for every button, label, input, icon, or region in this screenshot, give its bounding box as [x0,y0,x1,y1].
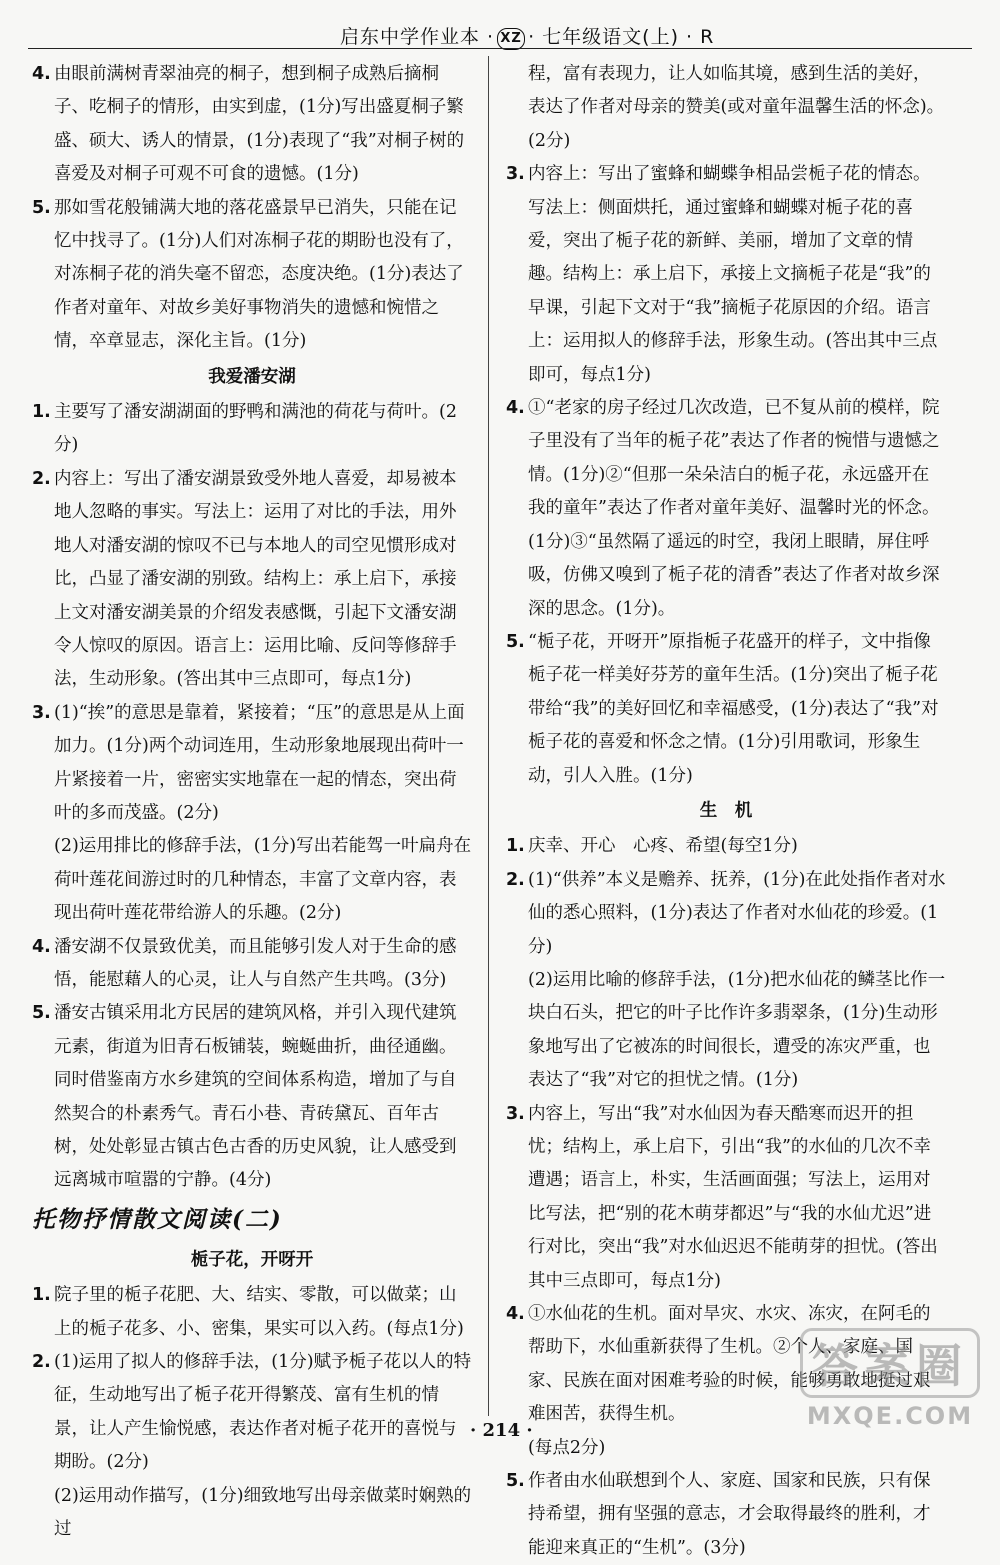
column-divider [488,56,489,1416]
item-text: ①水仙花的生机。面对旱灾、水灾、冻灾，在阿毛的帮助下，水仙重新获得了生机。②个人、家庭、国家、民族在面对困难考验的时候，能够勇敢地挺过艰难困苦，获得生机。 [528,1304,931,1425]
item-number: 5. [32,1003,51,1024]
answer-item [506,830,946,863]
answer-item [506,626,946,793]
page-header [0,16,1000,50]
answer-item [32,1346,472,1480]
answer-item [32,192,472,359]
answer-item [32,58,472,192]
answer-item [506,1465,946,1565]
section-title: 栀子花，开呀开 [190,1249,314,1270]
item-number: 3. [506,1103,525,1124]
section-title: 我爱潘安湖 [208,366,296,387]
item-text: 由眼前满树青翠油亮的桐子，想到桐子成熟后摘桐子、吃桐子的情形，由实到虚，(1分)写出盛夏桐子繁盛、硕大、诱人的情景，(1分)表现了“我”对桐子树的喜爱及对桐子可观不可食的遗憾。(1分) [54,64,465,185]
item-text: (1)“供养”本义是赡养、抚养，(1分)在此处指作者对水仙的悉心照料，(1分)表达了作者对水仙花的珍爱。(1分) [528,869,946,957]
answer-item [32,396,472,463]
item-number: 5. [506,1471,525,1492]
item-number: 3. [506,164,525,185]
item-number: 5. [32,197,51,218]
item-number: 2. [506,869,525,890]
item-number: 1. [32,402,51,423]
item-text: 内容上，写出“我”对水仙因为春天酷寒而迟开的担忧；结构上，承上启下，引出“我”的水仙的几次不幸遭遇；语言上，朴实，生活画面强；写法上，运用对比写法，把“别的花木萌芽都迟”与“我的水仙尤迟”进行对比，突出“我”对水仙迟迟不能萌芽的担忧。(答出其中三点即可，每点1分) [528,1103,938,1291]
answer-item [506,392,946,626]
answer-item [32,697,472,831]
item-text: (1)运用了拟人的修辞手法，(1分)赋予栀子花以人的特征，生动地写出了栀子花开得繁茂、富有生机的情景，让人产生愉悦感，表达作者对栀子花开的喜悦与期盼。(2分) [54,1352,472,1473]
item-text: 潘安古镇采用北方民居的建筑风格，并引入现代建筑元素，街道为旧青石板铺装，蜿蜒曲折，曲径通幽。同时借鉴南方水乡建筑的空间体系构造，增加了与自然契合的朴素秀气。青石小巷、青砖黛瓦、百年古树，处处彰显古镇古色古香的历史风貌，让人感受到远离城市喧嚣的宁静。(4分) [54,1003,457,1191]
header-title [340,22,714,50]
item-text: 主要写了潘安湖湖面的野鸭和满池的荷花与荷叶。(2分) [54,402,457,456]
chapter-title: 托物抒情散文阅读(二) [32,1205,283,1233]
answer-item [32,997,472,1197]
item-text: 那如雪花般铺满大地的落花盛景早已消失，只能在记忆中找寻了。(1分)人们对冻桐子花的期盼也没有了，对冻桐子花的消失毫不留恋，态度决绝。(1分)表达了作者对童年、对故乡美好事物消失的遗憾和惋惜之情，卒章显志，深化主旨。(1分) [54,197,464,352]
item-text: 庆幸、开心 心疼、希望(每空1分) [528,836,798,857]
watermark-logo [800,1328,980,1432]
item-number: 1. [506,836,525,857]
answer-continuation: 程，富有表现力，让人如临其境，感到生活的美好，表达了作者对母亲的赞美(或对童年温馨生活的怀念)。(2分) [528,64,945,151]
item-text: “栀子花，开呀开”原指栀子花盛开的样子，文中指像栀子花一样美好芬芳的童年生活。(1分)突出了栀子花带给“我”的美好回忆和幸福感受，(1分)表达了“我”对栀子花的喜爱和怀念之情。(1分)引用歌词，形象生动，引人入胜。(1分) [528,631,939,786]
answer-item [506,864,946,964]
item-number: 4. [32,936,51,957]
item-text: 内容上：写出了潘安湖景致受外地人喜爱，却易被本地人忽略的事实。写法上：运用了对比的手法，用外地人对潘安湖的惊叹不已与本地人的司空见惯形成对比，凸显了潘安湖的别致。结构上：承上启下，承接上文对潘安湖美景的介绍发表感慨，引起下文潘安湖令人惊叹的原因。语言上：运用比喻、反问等修辞手法，生动形象。(答出其中三点即可，每点1分) [54,468,457,690]
item-number: 4. [506,1304,525,1325]
item-number: 4. [32,64,51,84]
answer-subitem: (2)运用排比的修辞手法，(1分)写出若能驾一叶扁舟在荷叶莲花间游过时的几种情态，丰富了文章内容，表现出荷叶莲花带给游人的乐趣。(2分) [54,836,472,924]
item-number: 2. [32,468,51,489]
answer-item [32,1279,472,1346]
item-number: 4. [506,398,525,419]
item-text: 院子里的栀子花肥、大、结实、零散，可以做菜；山上的栀子花多、小、密集，果实可以入药。(每点1分) [54,1285,464,1339]
left-column [32,58,472,1546]
item-number: 1. [32,1285,51,1306]
item-text: (1)“挨”的意思是靠着，紧接着；“压”的意思是从上面加力。(1分)两个动词连用，生动形象地展现出荷叶一片紧接着一片，密密实实地靠在一起的情态，突出荷叶的多而茂盛。(2分) [54,702,465,823]
section-title: 生 机 [699,800,753,821]
edition-badge: XZ [497,28,525,50]
item-text: 内容上：写出了蜜蜂和蝴蝶争相品尝栀子花的情态。写法上：侧面烘托，通过蜜蜂和蝴蝶对栀子花的喜爱，突出了栀子花的新鲜、美丽，增加了文章的情趣。结构上：承上启下，承接上文摘栀子花是“我”的早课，引起下文对于“我”摘栀子花原因的介绍。语言上：运用拟人的修辞手法，形象生动。(答出其中三点即可，每点1分) [528,164,938,385]
answer-item [506,158,946,392]
answer-item [32,931,472,998]
watermark-text: 答案圈 [800,1328,980,1398]
answer-subitem: (每点2分) [528,1437,606,1458]
answer-subitem: (2)运用动作描写，(1分)细致地写出母亲做菜时娴熟的过 [54,1485,472,1540]
answer-item [32,463,472,697]
item-text: 作者由水仙联想到个人、家庭、国家和民族，只有保持希望，拥有坚强的意志，才会取得最终的胜利，才能迎来真正的“生机”。(3分) [528,1471,931,1558]
header-rule [28,48,972,49]
item-number: 2. [32,1352,51,1373]
watermark-url: MXQE.COM [806,1402,974,1430]
item-number: 5. [506,631,525,652]
header-title-left: 启东中学作业本 · [340,26,495,48]
header-title-right: · 七年级语文(上) · R [528,26,715,48]
answer-item [506,1098,946,1298]
answer-subitem: (2)运用比喻的修辞手法，(1分)把水仙花的鳞茎比作一块白石头，把它的叶子比作许多翡翠条，(1分)生动形象地写出了它被冻的时间很长，遭受的冻灾严重，也表达了“我”对它的担忧之情。(1分) [528,969,946,1091]
page-number: · 214 · [470,1420,533,1441]
item-number: 3. [32,702,51,723]
item-text: 潘安湖不仅景致优美，而且能够引发人对于生命的感悟，能慰藉人的心灵，让人与自然产生共鸣。(3分) [54,936,457,990]
item-text: ①“老家的房子经过几次改造，已不复从前的模样，院子里没有了当年的栀子花”表达了作者的惋惜与遗憾之情。(1分)②“但那一朵朵洁白的栀子花，永远盛开在我的童年”表达了作者对童年美好、温馨时光的怀念。(1分)③“虽然隔了遥远的时空，我闭上眼睛，屏住呼吸，仿佛又嗅到了栀子花的清香”表达了作者对故乡深深的思念。(1分)。 [528,398,940,619]
